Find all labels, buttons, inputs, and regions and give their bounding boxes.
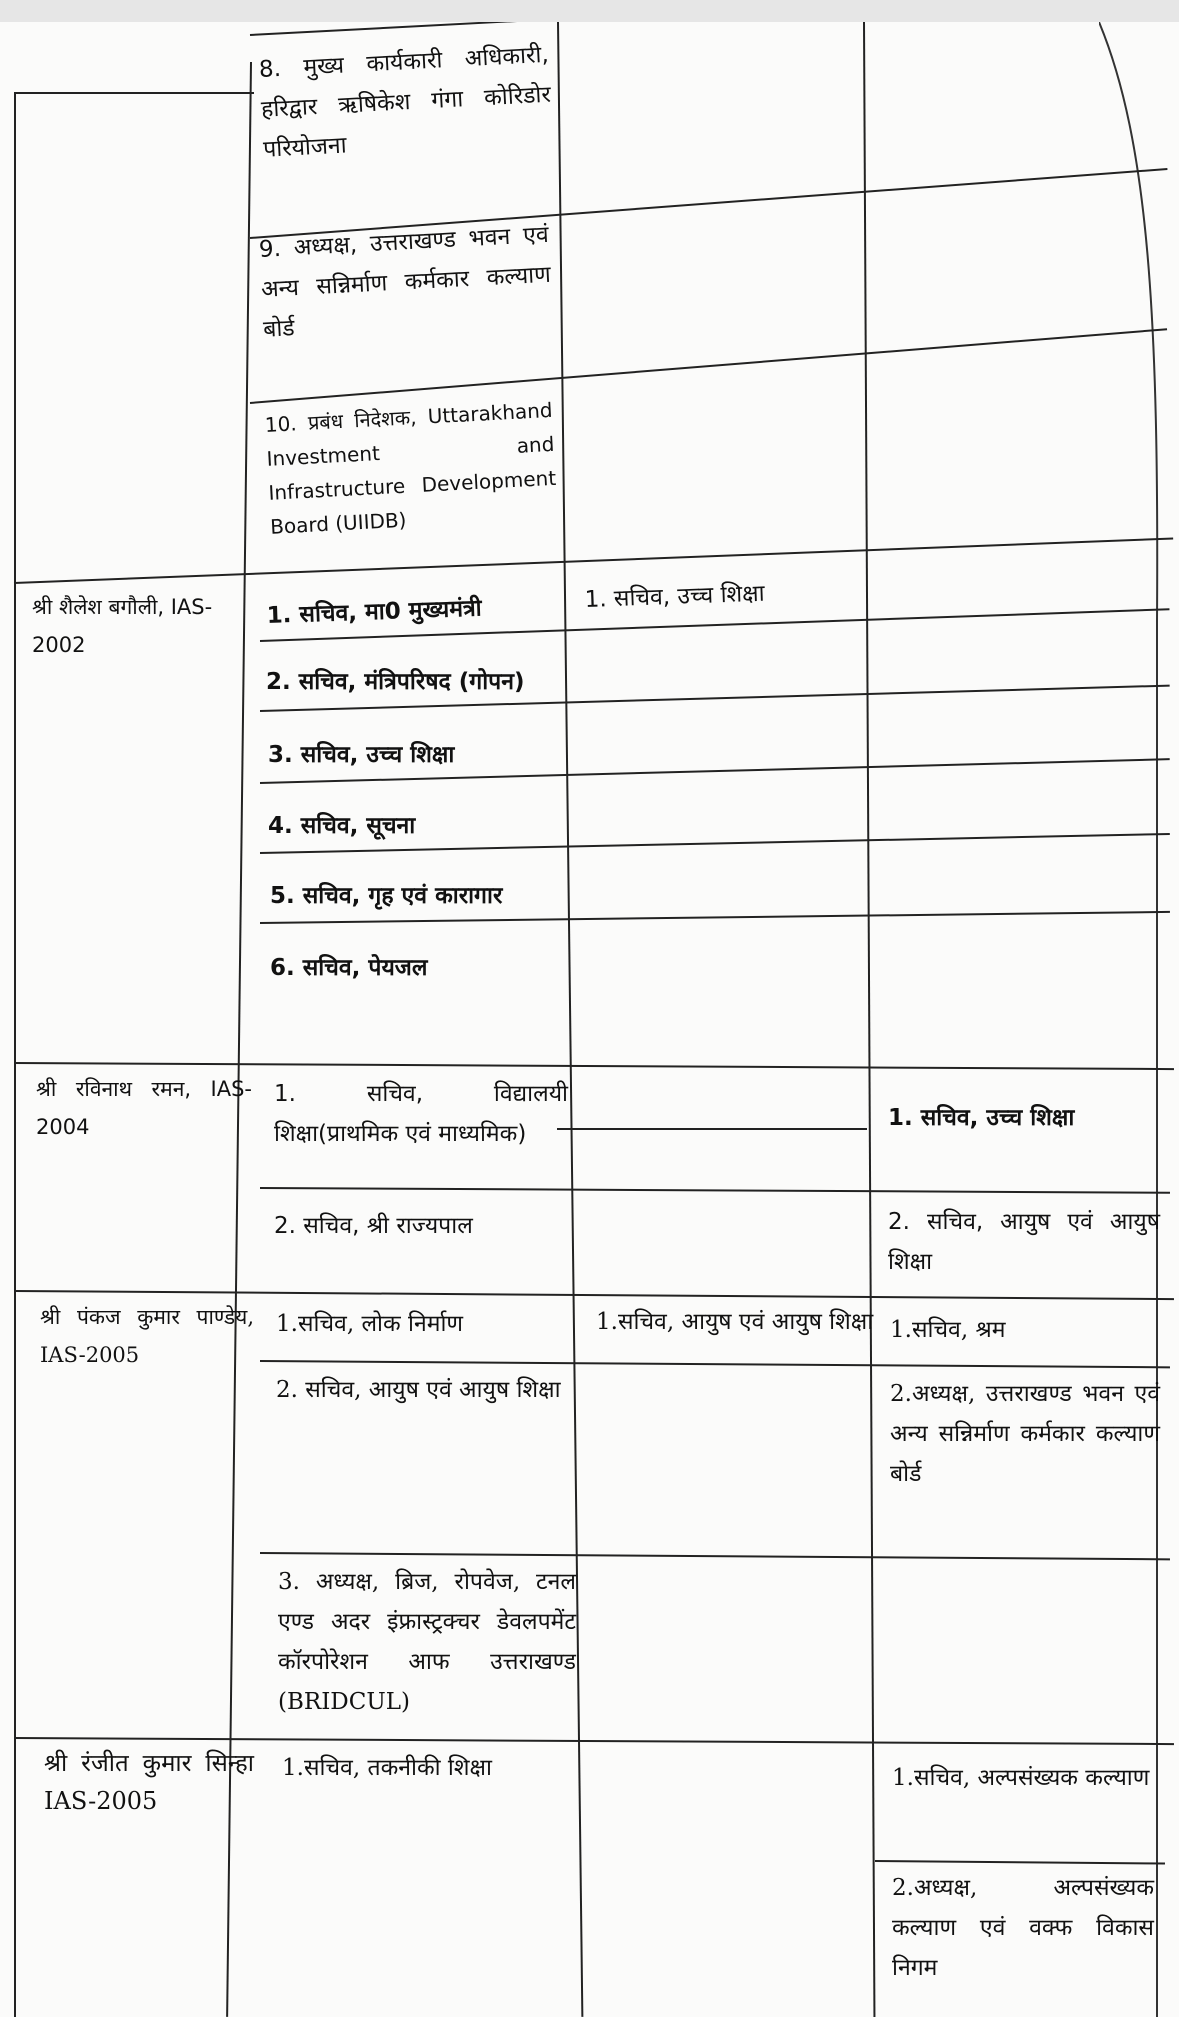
duty-cell: 2.अध्यक्ष, उत्तराखण्ड भवन एवं अन्य सन्निर्माण कर्मकार कल्याण बोर्ड xyxy=(890,1381,1160,1487)
duty-cell: 1.सचिव, तकनीकी शिक्षा xyxy=(282,1755,492,1781)
duty-cell: 2.अध्यक्ष, अल्पसंख्यक कल्याण एवं वक्फ विकास निगम xyxy=(892,1875,1154,1981)
row-rule xyxy=(14,1062,1174,1070)
row-rule xyxy=(250,22,555,36)
column-rule-1 xyxy=(14,92,16,2017)
duty-cell: 8. मुख्य कार्यकारी अधिकारी, हरिद्वार ऋषिकेश गंगा कोरिडोर परियोजना xyxy=(258,41,552,163)
duty-cell: 2. सचिव, मंत्रिपरिषद (गोपन) xyxy=(266,669,525,695)
duty-cell: 4. सचिव, सूचना xyxy=(268,813,416,839)
row-rule xyxy=(260,1552,1170,1560)
duty-cell: 3. अध्यक्ष, ब्रिज, रोपवेज, टनल एण्ड अदर इंफ्रास्ट्रक्चर डेवलपमेंट कॉरपोरेशन आफ उत्तराखण्ड (BRIDCUL) xyxy=(278,1569,576,1715)
row-rule xyxy=(557,1128,867,1130)
duty-cell: 1.सचिव, श्रम xyxy=(890,1317,1006,1343)
duty-cell: 9. अध्यक्ष, उत्तराखण्ड भवन एवं अन्य सन्निर्माण कर्मकार कल्याण बोर्ड xyxy=(258,221,552,343)
duty-cell: 1. सचिव, उच्च शिक्षा xyxy=(584,580,766,613)
officer-name: श्री पंकज कुमार पाण्डेय, IAS-2005 xyxy=(40,1305,254,1367)
duty-cell: 2. सचिव, श्री राज्यपाल xyxy=(274,1213,473,1239)
duty-cell: 3. सचिव, उच्च शिक्षा xyxy=(268,742,455,768)
duty-cell: 1. सचिव, मा0 मुख्यमंत्री xyxy=(266,595,483,629)
row-rule xyxy=(260,1187,1170,1194)
officer-name: श्री रंजीत कुमार सिन्हा IAS-2005 xyxy=(44,1749,254,1815)
duty-cell: 2. सचिव, आयुष एवं आयुष शिक्षा xyxy=(276,1377,561,1403)
duty-cell: 1.सचिव, अल्पसंख्यक कल्याण xyxy=(892,1765,1150,1791)
column-rule-4 xyxy=(863,22,875,2017)
duty-cell: 1.सचिव, आयुष एवं आयुष शिक्षा xyxy=(596,1309,874,1335)
document-page xyxy=(0,22,1179,2017)
duty-cell: 1. सचिव, उच्च शिक्षा xyxy=(888,1105,1075,1131)
duty-cell: 6. सचिव, पेयजल xyxy=(270,955,428,981)
duty-cell: 5. सचिव, गृह एवं कारागार xyxy=(270,883,503,909)
row-rule xyxy=(260,1360,1170,1368)
page-curl-edge xyxy=(1099,22,1179,2017)
duty-cell: 1. सचिव, विद्यालयी शिक्षा(प्राथमिक एवं माध्यमिक) xyxy=(274,1081,568,1147)
duty-cell: 1.सचिव, लोक निर्माण xyxy=(276,1311,464,1337)
duty-cell: 10. प्रबंध निदेशक, Uttarakhand Investment and Infrastructure Development Board (UIIDB) xyxy=(264,397,557,539)
officer-name: श्री रविनाथ रमन, IAS-2004 xyxy=(36,1077,252,1139)
row-rule xyxy=(14,92,254,94)
row-rule xyxy=(14,537,1173,584)
officer-name: श्री शैलेश बगौली, IAS-2002 xyxy=(32,595,213,657)
duty-cell: 2. सचिव, आयुष एवं आयुष शिक्षा xyxy=(888,1209,1160,1275)
column-rule-2 xyxy=(226,62,252,2017)
viewer-top-bar xyxy=(0,0,1179,23)
